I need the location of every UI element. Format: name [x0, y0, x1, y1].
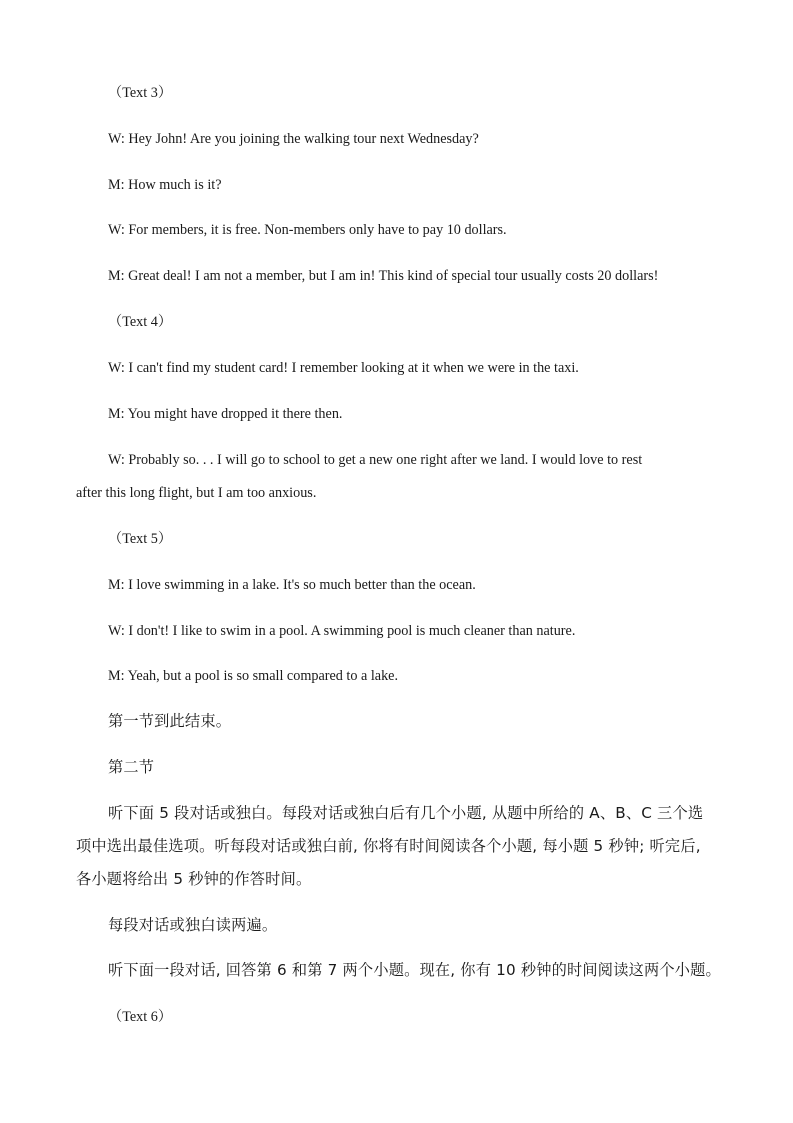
section-2-heading: 第二节: [108, 758, 155, 776]
text-4-line-2: M: You might have dropped it there then.: [108, 406, 343, 422]
text-4-label: （Text 4）: [108, 314, 173, 330]
instructions-line-2: 项中选出最佳选项。听每段对话或独白前, 你将有时间阅读各个小题, 每小题 5 秒钟; 听完后,: [76, 837, 701, 855]
text-5-line-2: W: I don't! I like to swim in a pool. A swimming pool is much cleaner than nature.: [108, 623, 576, 639]
read-twice-note: 每段对话或独白读两遍。: [108, 916, 278, 934]
section-1-end: 第一节到此结束。: [108, 712, 232, 730]
text-6-label: （Text 6）: [108, 1009, 173, 1025]
text-4-line-3-cont: after this long flight, but I am too anxious.: [76, 485, 317, 501]
instructions-line-1: 听下面 5 段对话或独白。每段对话或独白后有几个小题, 从题中所给的 A、B、C 三个选: [108, 804, 704, 822]
text-5-line-3: M: Yeah, but a pool is so small compared to a lake.: [108, 668, 399, 684]
text-4-line-1: W: I can't find my student card! I remember looking at it when we were in the taxi.: [108, 360, 579, 376]
text-3-line-3: W: For members, it is free. Non-members only have to pay 10 dollars.: [108, 222, 507, 238]
text-3-line-2: M: How much is it?: [108, 177, 222, 193]
text-5-line-1: M: I love swimming in a lake. It's so much better than the ocean.: [108, 577, 476, 593]
text-3-label: （Text 3）: [108, 85, 173, 101]
text-4-line-3: W: Probably so. . . I will go to school to get a new one right after we land. I would love to rest: [108, 452, 643, 468]
question-6-7-instructions: 听下面一段对话, 回答第 6 和第 7 两个小题。现在, 你有 10 秒钟的时间阅读这两个小题。: [108, 961, 721, 979]
text-5-label: （Text 5）: [108, 531, 173, 547]
text-3-line-4: M: Great deal! I am not a member, but I am in! This kind of special tour usually costs 20 dollars!: [108, 268, 659, 284]
text-3-line-1: W: Hey John! Are you joining the walking tour next Wednesday?: [108, 131, 479, 147]
instructions-line-3: 各小题将给出 5 秒钟的作答时间。: [76, 870, 312, 888]
